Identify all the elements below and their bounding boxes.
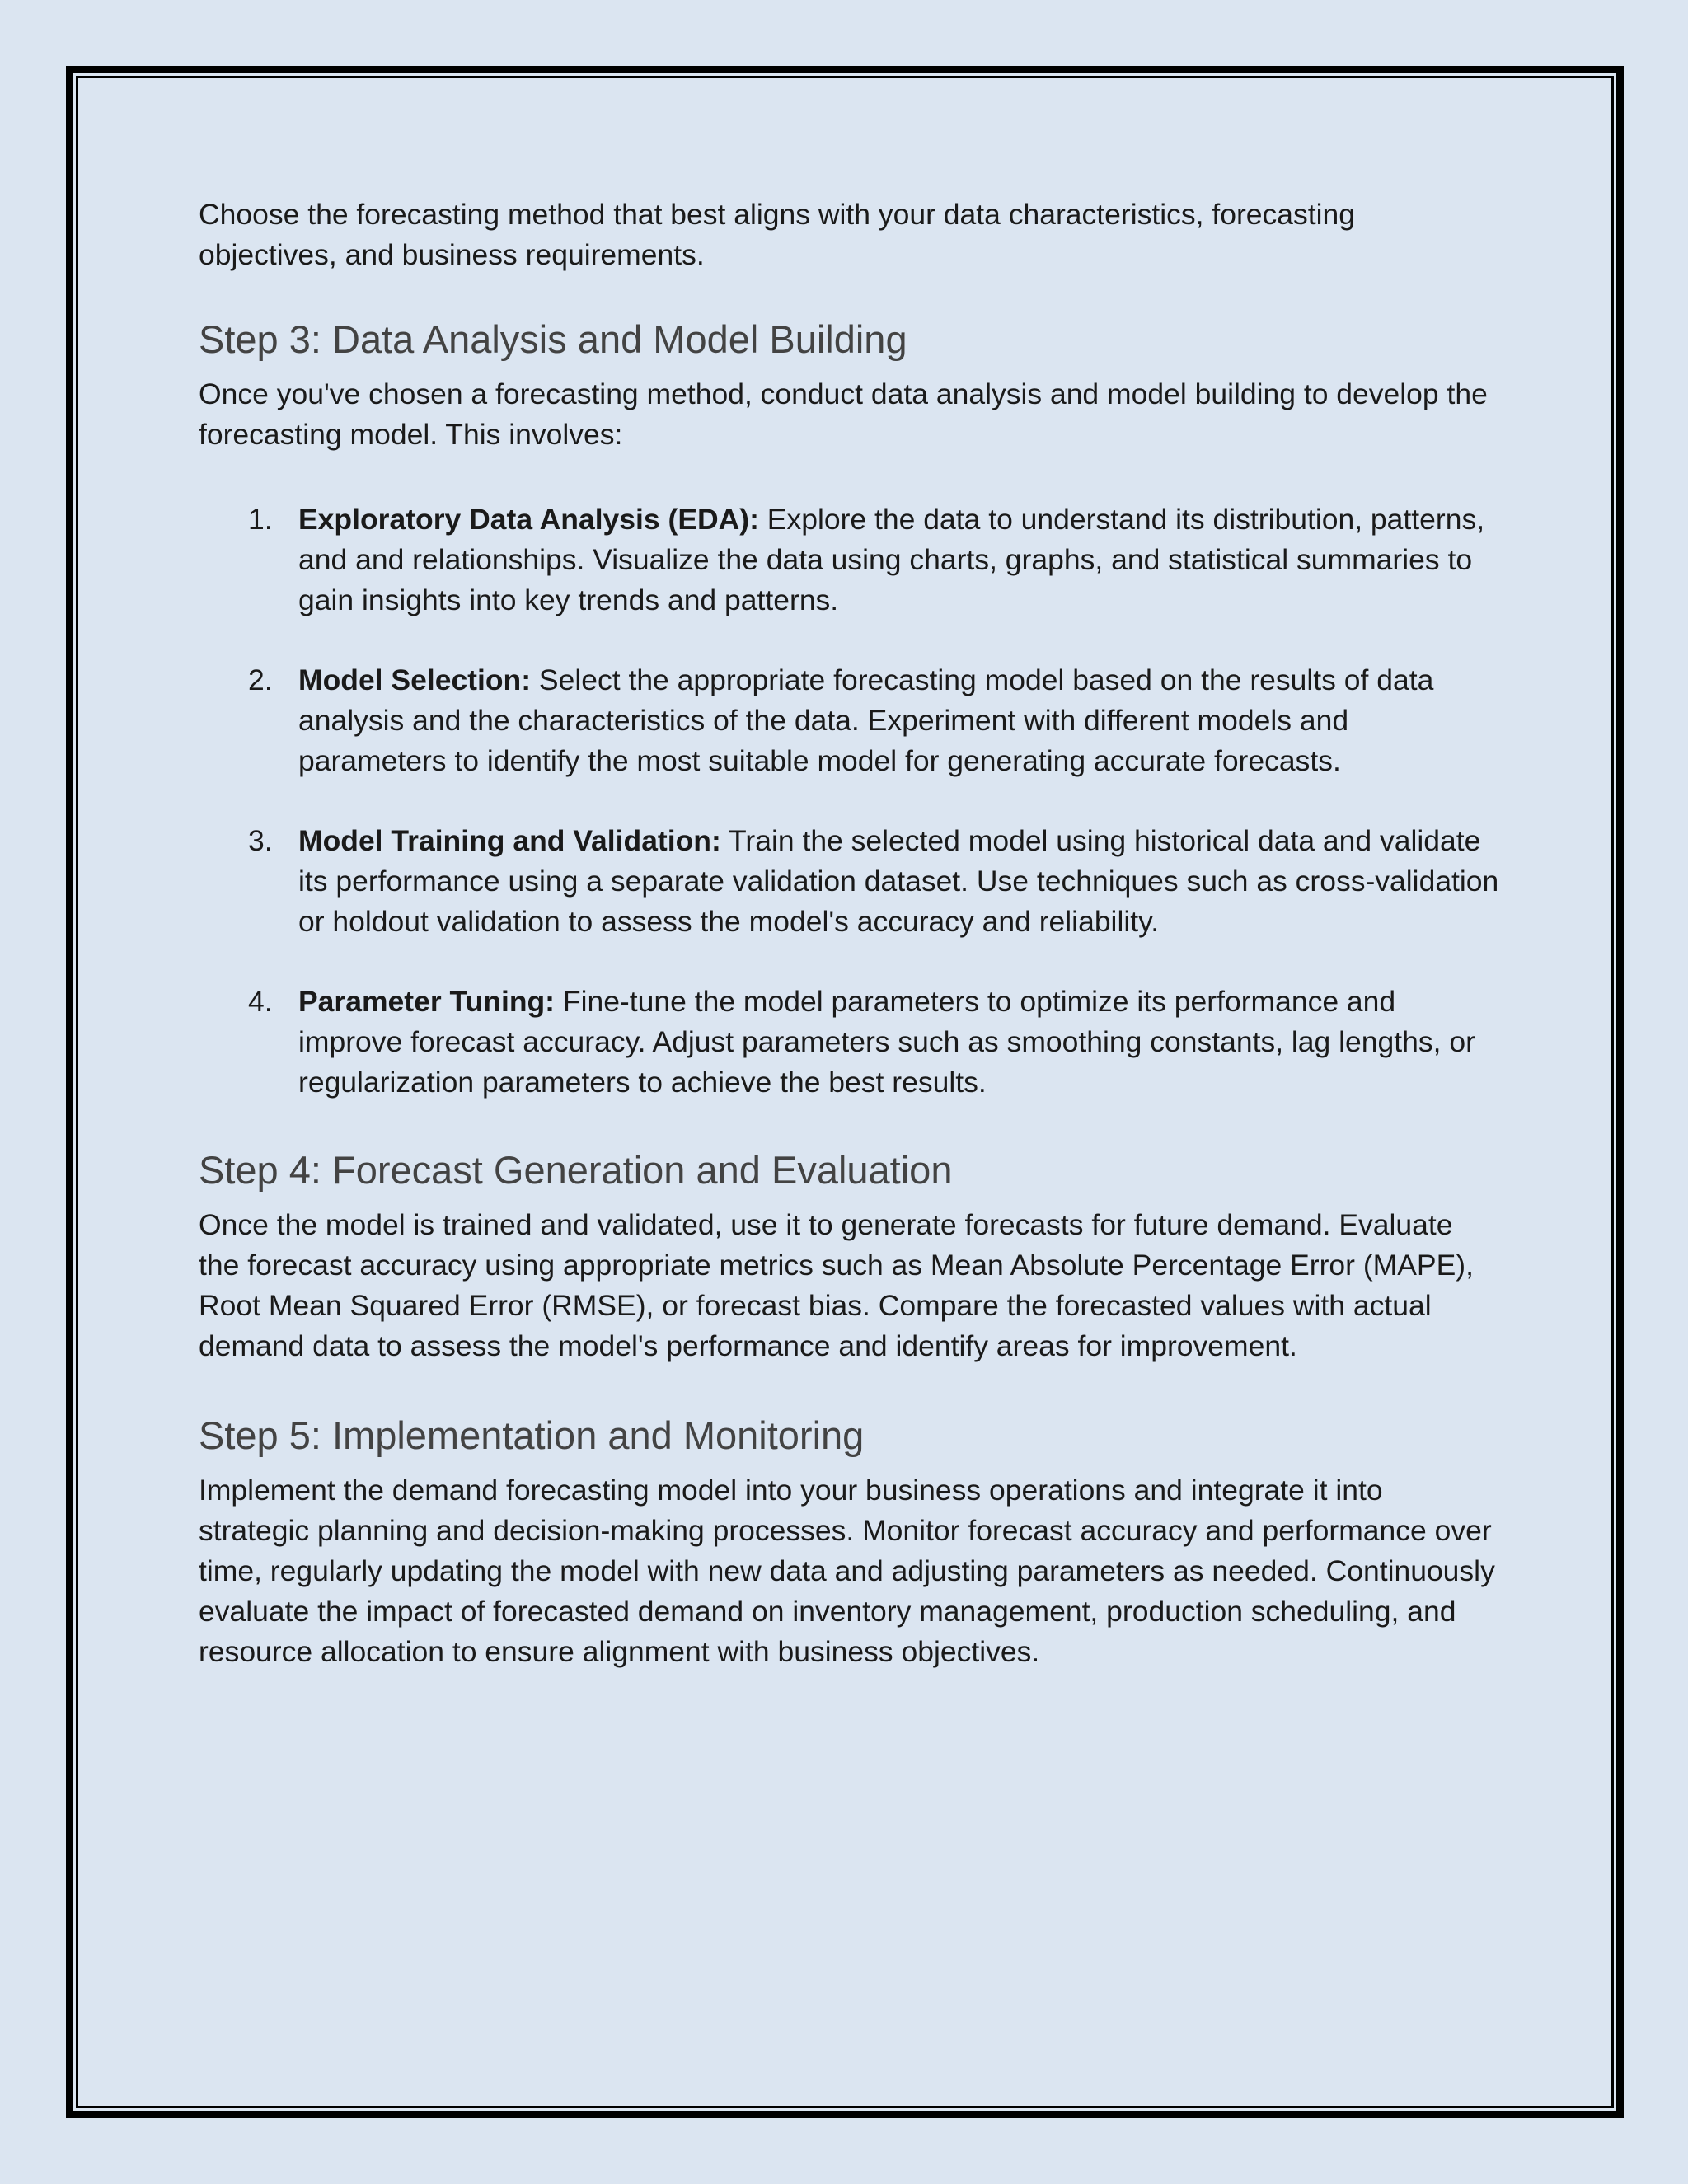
step3-list (199, 499, 1501, 1103)
step5-heading: Step 5: Implementation and Monitoring (199, 1413, 865, 1457)
list-item-text: Select the appropriate forecasting model based on the results of data analysis and the characteristics of the data. Experiment with different models and parameters to identify the most suitable model for generating accurate forecasts. (298, 663, 1434, 777)
step5-paragraph: Implement the demand forecasting model into your business operations and integrate it into strategic planning and decision-making processes. Monitor forecast accuracy and performance over time, regularly updating the model with new data and adjusting parameters as needed. Continuously evaluate the impact of forecasted demand on inventory management, production scheduling, and resource allocation to ensure alignment with business objectives. (199, 1474, 1495, 1668)
step3-paragraph: Once you've chosen a forecasting method, conduct data analysis and model building to develop the forecasting model. This involves: (199, 377, 1488, 451)
list-item-number: 3. (248, 824, 273, 857)
list-item-term: Model Training and Validation: (298, 824, 721, 857)
list-item-number: 2. (248, 663, 273, 696)
list-item (199, 821, 1501, 942)
list-item-number: 1. (248, 503, 273, 536)
document-body (199, 194, 1501, 1672)
list-item-number: 4. (248, 985, 273, 1018)
list-item-text: Fine-tune the model parameters to optimize its performance and improve forecast accuracy. Adjust parameters such as smoothing constants, lag lengths, or regularization parameters to achieve the best results. (298, 985, 1475, 1099)
step4-paragraph: Once the model is trained and validated, use it to generate forecasts for future demand. Evaluate the forecast accuracy using appropriate metrics such as Mean Absolute Percentage Error (MAPE), Root Mean Squared Error (RMSE), or forecast bias. Compare the forecasted values with actual demand data to assess the model's performance and identify areas for improvement. (199, 1208, 1474, 1362)
list-item (199, 982, 1501, 1103)
list-item (199, 499, 1501, 621)
list-item-text: Explore the data to understand its distribution, patterns, and and relationships. Visualize the data using charts, graphs, and statistical summaries to gain insights into key trends and patterns. (298, 503, 1485, 616)
step4-heading: Step 4: Forecast Generation and Evaluation (199, 1148, 953, 1192)
list-item-term: Model Selection: (298, 663, 532, 696)
step3-heading: Step 3: Data Analysis and Model Building (199, 317, 907, 361)
list-item (199, 660, 1501, 781)
list-item-term: Exploratory Data Analysis (EDA): (298, 503, 759, 536)
intro-paragraph: Choose the forecasting method that best aligns with your data characteristics, forecasting objectives, and business requirements. (199, 198, 1355, 271)
list-item-text: Train the selected model using historical data and validate its performance using a separate validation dataset. Use techniques such as cross-validation or holdout validation to assess the model's accuracy and reliability. (298, 824, 1499, 938)
list-item-term: Parameter Tuning: (298, 985, 556, 1018)
